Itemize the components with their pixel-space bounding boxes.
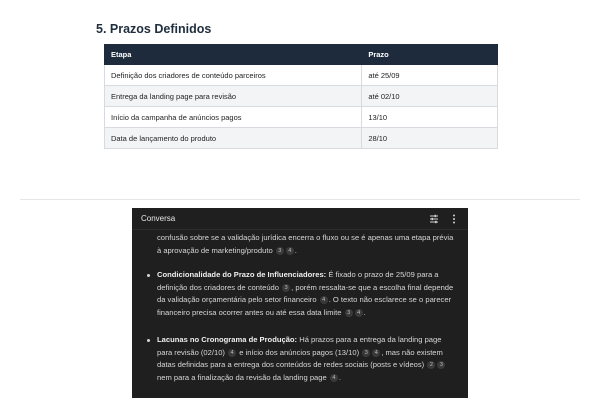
citation-chip[interactable]: 4: [372, 349, 380, 357]
citation-chip[interactable]: 2: [427, 361, 435, 369]
bullet-text: , porém ressalta-se que a escolha final depende da validação orçamentária pelo setor financeiro: [157, 282, 454, 305]
table-row: [105, 65, 498, 86]
bullet-text: , mas não existem datas definidas para a entrega dos conteúdos de redes sociais (posts e vídeos): [157, 347, 443, 370]
citation-chip[interactable]: 4: [330, 374, 338, 382]
bullet-dot: [147, 339, 150, 342]
table-row: [105, 128, 498, 149]
bullet-heading: Condicionalidade do Prazo de Influenciadores:: [157, 270, 327, 279]
response-paragraph: confusão sobre se a validação jurídica encerra o fluxo ou se é apenas uma etapa prévia à aprovação de marketing/produto 3 4 .: [157, 233, 454, 255]
bullet-text: . O texto não esclarece se o parecer financeiro precisa ocorrer antes ou até essa data limite: [157, 295, 452, 317]
bullet-text: .: [338, 372, 341, 382]
section-title: 5. Prazos Definidos: [96, 22, 212, 36]
paragraph-text: confusão sobre se a validação jurídica encerra o fluxo ou se é apenas uma etapa prévia à aprovação de marketing/produto: [157, 233, 454, 255]
table-cell-prazo: até 25/09: [362, 65, 498, 86]
table-row: [105, 86, 498, 107]
more-vert-icon[interactable]: [448, 213, 460, 225]
table-header-row: [105, 45, 498, 65]
bullet-dot: [147, 274, 150, 277]
panel-title: Conversa: [141, 214, 176, 223]
citation-chip[interactable]: 4: [320, 296, 328, 304]
list-item: [157, 334, 457, 384]
deadlines-table: [104, 44, 498, 149]
citation-chip[interactable]: 3: [437, 361, 445, 369]
table-row: [105, 107, 498, 128]
panel-header: [132, 208, 468, 230]
bullet-heading: Lacunas no Cronograma de Produção:: [157, 335, 298, 344]
citation-chip[interactable]: 4: [286, 247, 294, 255]
tune-icon[interactable]: [428, 213, 440, 225]
more-vert-icon-graphic: [452, 214, 456, 224]
list-item: [157, 269, 457, 319]
bullet-text: Há prazos para a entrega da landing page para revisão (02/10): [157, 335, 442, 357]
conversation-body: [132, 230, 468, 398]
table-cell-prazo: 28/10: [362, 128, 498, 149]
table-cell-prazo: 13/10: [362, 107, 498, 128]
tune-icon-graphic: [429, 214, 439, 224]
bullet-text: É fixado o prazo de 25/09 para a definição dos criadores de conteúdo: [157, 270, 439, 292]
bullet-text: .: [363, 307, 366, 317]
citation-chip[interactable]: 3: [345, 309, 353, 317]
table-cell-etapa: Data de lançamento do produto: [105, 128, 362, 149]
bullet-text: e início dos anúncios pagos (13/10): [237, 347, 360, 357]
citation-chip[interactable]: 3: [282, 284, 290, 292]
citation-chip[interactable]: 3: [276, 247, 284, 255]
citation-chip[interactable]: 4: [228, 349, 236, 357]
table-cell-prazo: até 02/10: [362, 86, 498, 107]
table-cell-etapa: Definição dos criadores de conteúdo parceiros: [105, 65, 362, 86]
table-cell-etapa: Início da campanha de anúncios pagos: [105, 107, 362, 128]
conversation-panel: [132, 208, 468, 398]
column-header-prazo: Prazo: [362, 45, 498, 65]
bullet-text: nem para a finalização da revisão da landing page: [157, 372, 327, 382]
citation-chip[interactable]: 3: [362, 349, 370, 357]
citation-chip[interactable]: 4: [355, 309, 363, 317]
column-header-etapa: Etapa: [105, 45, 362, 65]
page-divider: [20, 199, 580, 200]
table-cell-etapa: Entrega da landing page para revisão: [105, 86, 362, 107]
